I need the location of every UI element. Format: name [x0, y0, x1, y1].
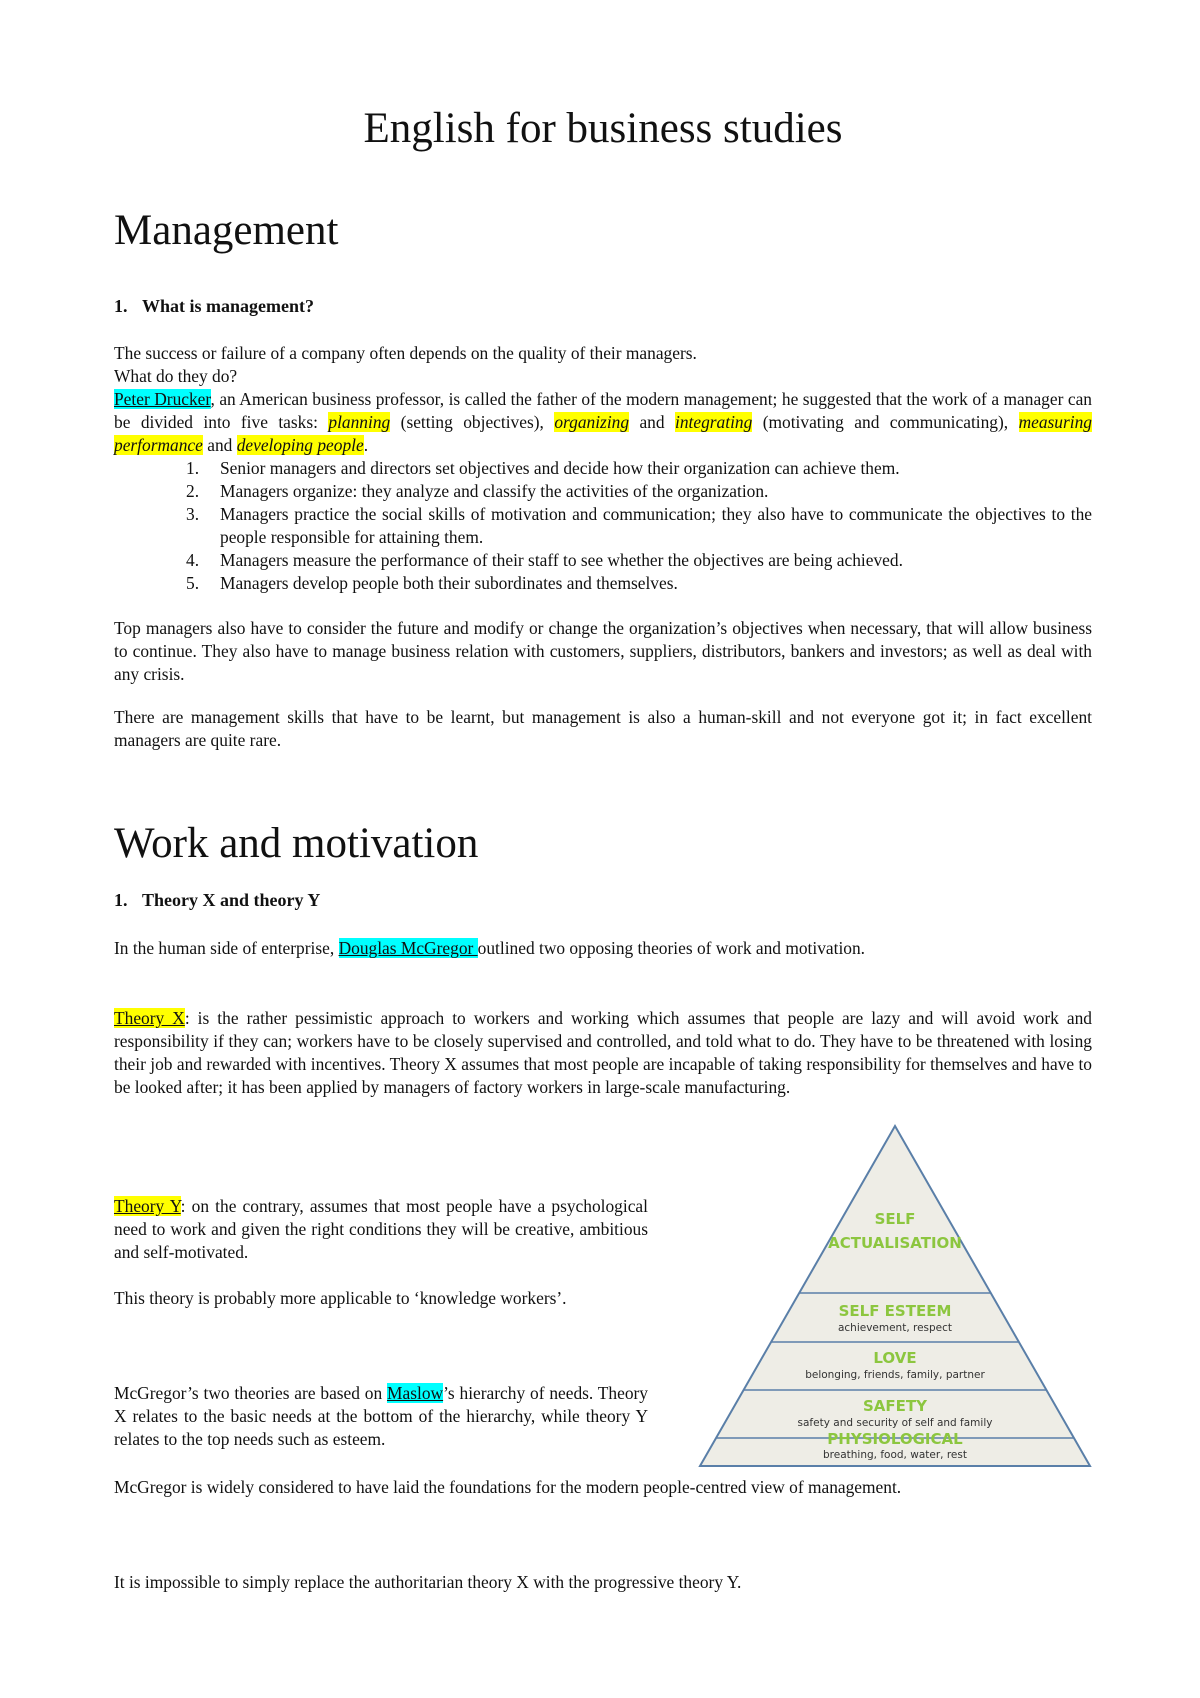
maslow-text-1: McGregor’s two theories are based on — [114, 1383, 388, 1403]
top-managers-block — [114, 617, 1092, 686]
level-title: LOVE — [873, 1349, 917, 1367]
maslow-block — [114, 1382, 648, 1451]
impossible-block — [114, 1571, 1092, 1594]
level-subtitle: safety and security of self and family — [797, 1417, 993, 1429]
foundations-block — [114, 1476, 1092, 1499]
document-title: English for business studies — [363, 105, 843, 152]
mcgregor-intro-block — [114, 937, 1092, 960]
theory-y-paragraph — [114, 1195, 648, 1264]
level-subtitle: breathing, food, water, rest — [823, 1449, 967, 1461]
theory-y-label: Theory Y — [114, 1196, 181, 1216]
question-text: Theory X and theory Y — [142, 890, 321, 910]
list-item-text: Managers develop people both their subordinates and themselves. — [220, 573, 678, 593]
keyword-developing-people: developing people — [236, 435, 364, 455]
list-item — [186, 503, 1092, 549]
theory-x-block — [114, 1007, 1092, 1099]
manager-tasks-list — [186, 457, 1092, 595]
maslow-text-2: ’s hierarchy of needs. Theory X relates to the basic needs at the bottom of the hierarchy, while theory Y relates to the top needs such as esteem. — [114, 1383, 648, 1449]
level-subtitle: achievement, respect — [837, 1322, 953, 1334]
theory-y-text: : on the contrary, assumes that most people have a psychological need to work and given the right conditions they will be creative, ambitious and self-motivated. — [114, 1196, 648, 1262]
intro-text-2: outlined two opposing theories of work and motivation. — [477, 938, 866, 958]
list-item — [186, 549, 1092, 572]
drucker-text-1: , an American business professor, is called the father of the modern management; he suggested that the work of a manager can be divided into five tasks: — [114, 389, 1092, 432]
keyword-measuring-performance: measuring performance — [114, 412, 1092, 455]
list-item-text: Senior managers and directors set objectives and decide how their organization can achieve them. — [220, 458, 900, 478]
question-number: 1. — [114, 890, 128, 910]
foundations-paragraph: McGregor is widely considered to have laid the foundations for the modern people-centred view of management. — [114, 1477, 902, 1497]
drucker-text-2: (setting objectives), — [390, 412, 555, 432]
level-title: ACTUALISATION — [828, 1234, 962, 1252]
keyword-planning: planning — [328, 412, 391, 432]
what-do-they-do-line: What do they do? — [114, 366, 238, 386]
question-number: 1. — [114, 296, 128, 316]
top-managers-paragraph: Top managers also have to consider the future and modify or change the organization’s objectives when necessary, that will allow business to continue. They also have to manage business relation with customers, suppliers, distributors, bankers and investors; as well as deal with any crisis. — [114, 618, 1092, 684]
level-subtitle: belonging, friends, family, partner — [805, 1369, 985, 1381]
peter-drucker-link[interactable]: Peter Drucker — [114, 389, 211, 409]
drucker-paragraph — [114, 388, 1092, 457]
knowledge-block — [114, 1287, 648, 1310]
maslow-paragraph — [114, 1382, 648, 1451]
theory-y-block — [114, 1195, 648, 1264]
level-title: SAFETY — [863, 1397, 927, 1415]
knowledge-workers-paragraph: This theory is probably more applicable to ‘knowledge workers’. — [114, 1288, 567, 1308]
level-title: SELF — [874, 1210, 916, 1228]
maslow-link[interactable]: Maslow — [387, 1383, 444, 1403]
impossible-paragraph: It is impossible to simply replace the authoritarian theory X with the progressive theory Y. — [114, 1572, 742, 1592]
theory-x-text: : is the rather pessimistic approach to workers and working which assumes that people are lazy and will avoid work and responsibility if they can; workers have to be closely supervised and controlled, and told what to do. They have to be threatened with losing their job and rewarded with incentives. Theory X assumes that most people are incapable of taking responsibility for themselves and have to be looked after; it has been applied by managers of factory workers in large-scale manufacturing. — [114, 1008, 1092, 1097]
list-item — [186, 572, 1092, 595]
list-item-text: Managers practice the social skills of motivation and communication; they also have to communicate the objectives to the people responsible for attaining them. — [220, 504, 1092, 547]
work-motivation-heading: Work and motivation — [114, 820, 479, 867]
list-number: 1. — [186, 458, 200, 478]
drucker-text-5: and — [202, 435, 237, 455]
theory-question-heading — [114, 890, 320, 911]
level-title: PHYSIOLOGICAL — [827, 1430, 963, 1448]
list-number: 5. — [186, 573, 200, 593]
mcgregor-intro-paragraph — [114, 937, 1092, 960]
list-item-text: Managers measure the performance of their staff to see whether the objectives are being achieved. — [220, 550, 903, 570]
drucker-text-4: (motivating and communicating), — [752, 412, 1019, 432]
list-number: 4. — [186, 550, 200, 570]
pyramid-outline — [700, 1126, 1090, 1466]
skills-block — [114, 706, 1092, 752]
list-item — [186, 480, 1092, 503]
management-question-heading — [114, 296, 314, 317]
keyword-organizing: organizing — [554, 412, 630, 432]
douglas-mcgregor-link[interactable]: Douglas McGregor — [338, 938, 478, 958]
list-number: 3. — [186, 504, 200, 524]
drucker-text-6: . — [363, 435, 369, 455]
theory-x-paragraph — [114, 1007, 1092, 1099]
intro-text-1: In the human side of enterprise, — [114, 938, 339, 958]
question-text: What is management? — [142, 296, 314, 316]
list-number: 2. — [186, 481, 200, 501]
management-intro-block — [114, 342, 1092, 457]
maslow-pyramid — [696, 1124, 1094, 1469]
keyword-integrating: integrating — [675, 412, 753, 432]
theory-x-label: Theory X — [114, 1008, 185, 1028]
skills-paragraph: There are management skills that have to be learnt, but management is also a human-skill and not everyone got it; in fact excellent managers are quite rare. — [114, 707, 1092, 750]
management-heading: Management — [114, 207, 339, 254]
list-item — [186, 457, 1092, 480]
drucker-text-3: and — [629, 412, 675, 432]
list-item-text: Managers organize: they analyze and classify the activities of the organization. — [220, 481, 769, 501]
success-paragraph: The success or failure of a company often depends on the quality of their managers. — [114, 343, 697, 363]
level-title: SELF ESTEEM — [838, 1302, 952, 1320]
